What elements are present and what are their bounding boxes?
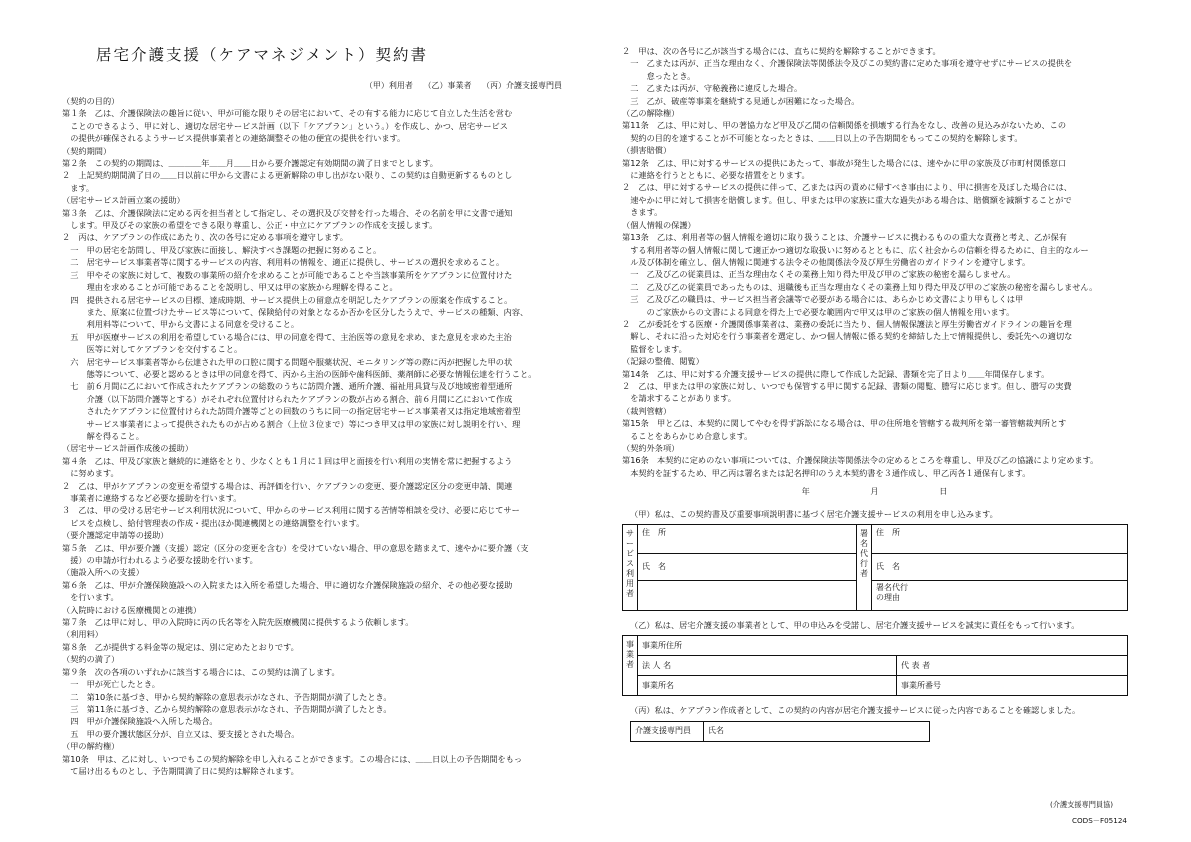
care-manager-label: 介護支援専門員 [631, 721, 704, 741]
left-line: に努めます。 [62, 468, 119, 479]
right-line: 怠ったとき。 [622, 70, 696, 81]
left-line: 七 前６月間に乙において作成されたケアプランの総数のうちに訪問介護、通所介護、福祉用具貸与及び地域密着型通所 [62, 381, 513, 392]
date-month: 月 [870, 486, 880, 497]
left-line: て届け出るものとし、予告期間満了日に契約は解除されます。 [62, 765, 299, 776]
left-line: ２ 上記契約期間満了日の＿＿日以前に甲から文書による更新解除の申し出がない限り、この契約は自動更新するものとし [62, 170, 513, 181]
proxy-name-field[interactable] [872, 554, 1128, 581]
left-line: 二 居宅サービス事業者等に関するサービスの内容、利用料の情報を、適正に提供し、サービスの選択を求めること。 [62, 257, 505, 268]
left-line: 四 提供される居宅サービスの目標、達成時期、サービス提供上の留意点を明記したケアプランの原案を作成すること。 [62, 294, 513, 305]
care-manager-name-label: 氏名 [708, 726, 724, 736]
left-line: （要介護認定申請等の援助） [62, 530, 169, 541]
left-line: ます。 [62, 182, 95, 193]
right-line: 契約の目的を達することが不可能となったときは、＿＿日以上の予告期間をもってこの契約を解除します。 [622, 132, 1023, 143]
left-line: します。甲及びその家族の希望をできる限り尊重し、公正・中立にケアプランの作成を支援します。 [62, 220, 438, 231]
left-line: 三 第11条に基づき、乙から契約解除の意思表示がなされ、予告期間が満了したとき。 [62, 703, 392, 714]
right-line: きます。 [622, 207, 663, 218]
left-line: ３ 乙は、甲の受ける居宅サービス利用状況について、甲からのサービス利用に関する苦情等相談を受け、必要に応じてサー [62, 505, 520, 516]
corp-name-label: 法 人 名 [642, 660, 672, 670]
left-line: （契約の満了） [62, 654, 120, 665]
right-column [622, 45, 1128, 742]
publisher-label: (介護支援専門員協) [1050, 800, 1114, 809]
left-line: 五 甲の要介護状態区分が、自立又は、要支援とされた場合。 [62, 728, 300, 739]
left-line: （施設入所への支援） [62, 567, 144, 578]
right-line: 本契約を証するため、甲乙丙は署名または記名押印のうえ本契約書を３通作成し、甲乙丙各１通保有します。 [622, 467, 1031, 478]
left-line: 解を得ること。 [62, 430, 144, 441]
user-blank-cell [638, 581, 857, 611]
office-number-field[interactable] [897, 676, 1128, 696]
kou-statement: （甲）私は、この契約書及び重要事項説明書に基づく居宅介護支援サービスの利用を申し込みます。 [630, 508, 998, 519]
left-line: また、原案に位置づけたサービス等について、保険給付の対象となるか否かを区分したうえで、サービスの種類、内容、 [62, 306, 529, 317]
right-line: 三 乙が、破産等事業を継続する見通しが困難になった場合。 [622, 95, 860, 106]
right-line: （個人情報の保護） [622, 219, 696, 230]
left-line: 三 甲やその家族に対して、複数の事業所の紹介を求めることが可能であることや当該事業所をケアプランに位置付けた [62, 269, 513, 280]
left-line: 第10条 甲は、乙に対し、いつでもこの契約解除を申し入れることができます。この場合には、＿＿日以上の予告期間をもっ [62, 753, 523, 764]
page-title: 居宅介護支援（ケアマネジメント）契約書 [95, 46, 429, 64]
office-name-field[interactable] [638, 676, 897, 696]
left-line: 五 甲が医療サービスの利用を希望している場合には、甲の同意を得て、主治医等の意見を求め、また意見を求めた主治 [62, 331, 512, 342]
party-otsu: （乙）事業者 [423, 81, 472, 90]
business-label: 事業者 [623, 636, 638, 696]
user-signature-table [622, 524, 1128, 611]
left-line: 援）の申請が行われるよう必要な援助を行います。 [62, 555, 258, 566]
left-line: の提供が確保されるようサービス提供事業者との連絡調整その他の便宜の提供を行います。 [62, 133, 406, 144]
right-line: 一 乙または丙が、正当な理由なく、介護保険法等関係法令及びこの契約書に定めた事項を遵守せずにサービスの提供を [622, 58, 1073, 69]
care-manager-table [630, 721, 930, 742]
form-code: CODS－F05124 [1072, 816, 1127, 825]
right-line: 三 乙及び乙の職員は、サービス担当者会議等で必要がある場合には、あらかじめ文書により甲もしくは甲 [622, 294, 1024, 305]
left-line: 医等に対してケアプランを交付すること。 [62, 344, 243, 355]
left-column [62, 95, 567, 777]
left-line: ２ 乙は、甲がケアプランの変更を希望する場合は、再評価を行い、ケアプランの変更、要介護認定区分の変更申請、関連 [62, 480, 513, 491]
left-line: 事業者に連絡するなど必要な援助を行います。 [62, 493, 242, 503]
right-line: 第15条 甲と乙は、本契約に関してやむを得ず訴訟になる場合は、甲の住所地を管轄する裁判所を第一審管轄裁判所とす [622, 418, 1067, 429]
party-kou: （甲）利用者 [364, 81, 413, 90]
left-line: 第５条 乙は、甲が要介護（支援）認定（区分の変更を含む）を受けていない場合、甲の意思を踏まえて、速やかに要介護（支 [62, 542, 529, 553]
right-line: ２ 甲は、次の各号に乙が該当する場合には、直ちに契約を解除することができます。 [622, 46, 941, 56]
right-line: する利用者等の個人情報に関して適正かつ適切な取扱いに努めるとともに、広く社会からの信頼を得るために、自主的なルー [622, 244, 1089, 255]
left-line: 一 甲が死亡したとき。 [62, 679, 160, 690]
right-line: のご家族からの文書による同意を得た上で必要な範囲内で甲又は甲のご家族の個人情報を用います。 [622, 306, 1015, 317]
left-line: （居宅サービス計画立案の援助） [62, 195, 185, 206]
left-line: 二 第10条に基づき、甲から契約解除の意思表示がなされ、予告期間が満了したとき。 [62, 691, 392, 702]
office-name-label: 事業所名 [642, 680, 674, 690]
office-address-label: 事業所住所 [642, 640, 682, 650]
user-name-field[interactable] [638, 554, 857, 581]
right-line: （契約外条項） [622, 443, 680, 453]
user-label: サービス利用者 [623, 525, 638, 611]
right-line: を請求することがあります。 [622, 393, 736, 404]
user-address-label: 住 所 [642, 528, 666, 538]
left-line: 利用料等について、甲から文書による同意を受けること。 [62, 319, 300, 330]
right-line: 監督をします。 [622, 343, 687, 354]
contract-date [622, 485, 1128, 497]
right-line: 速やかに甲に対して損害を賠償します。但し、甲または甲の家族に重大な過失がある場合は、賠償額を減額することがで [622, 194, 1072, 205]
left-line: 第６条 乙は、甲が介護保険施設への入院または入所を希望した場合、甲に適切な介護保険施設の紹介、その他必要な援助 [62, 579, 513, 590]
left-line: 第１条 乙は、介護保険法の趣旨に従い、甲が可能な限りその居宅において、その有する能力に応じて自立した生活を営む [62, 108, 513, 119]
left-line: ことのできるよう、甲に対し、適切な居宅サービス計画（以下「ケアプラン」という。）を作成し、かつ、居宅サービス [62, 120, 508, 131]
left-line: を行います。 [62, 592, 119, 603]
left-line: されたケアプランに位置付けられた訪問介護等ごとの回数のうちに同一の指定居宅サービス事業者又は指定地域密着型 [62, 406, 521, 417]
right-line: 第14条 乙は、甲に対する介護支援サービスの提供に際して作成した記録、書類を完了日より＿＿年間保存します。 [622, 368, 1050, 379]
left-line: 第４条 乙は、甲及び家族と継続的に連絡をとり、少なくとも１月に１回は甲と面接を行い利用の実情を常に把握するよう [62, 455, 513, 466]
right-line: 解し、それに沿った対応を行う事業者を選定し、かつ個人情報に係る契約を締結した上で情報提供し、委託先への適切な [622, 331, 1073, 342]
right-line: ２ 乙は、甲に対するサービスの提供に伴って、乙または丙の責めに帰すべき事由により、甲に損害を及ぼした場合には、 [622, 182, 1072, 193]
proxy-label: 署名代行者 [857, 525, 872, 611]
date-year: 年 [801, 486, 811, 497]
right-line: 一 乙及び乙の従業員は、正当な理由なくその業務上知り得た甲及び甲のご家族の秘密を漏らしません。 [622, 269, 1016, 280]
left-line: （契約期間） [62, 145, 112, 156]
date-day: 日 [939, 486, 949, 497]
right-line: （損害賠償） [622, 145, 672, 156]
left-line: サービス事業者によって提供されたものが占める割合（上位３位まで）等につき甲又は甲の家族に対し説明を行い、理 [62, 418, 521, 429]
left-line: 第３条 乙は、介護保険法に定める丙を担当者として指定し、その選択及び交替を行った場合、その名前を甲に文書で通知 [62, 207, 513, 218]
left-line: ２ 丙は、ケアプランの作成にあたり、次の各号に定める事項を遵守します。 [62, 232, 348, 243]
left-line: 六 居宅サービス事業者等から伝達された甲の口腔に関する問題や服薬状況、モニタリング等の際に丙が把握した甲の状 [62, 356, 513, 367]
right-line: 第11条 乙は、甲に対し、甲の著協力など甲及び乙間の信頼関係を損壊する行為をなし、改善の見込みがないため、この [622, 120, 1067, 131]
proxy-address-label: 住 所 [876, 528, 900, 538]
right-line: （記録の整備、閲覧） [622, 356, 704, 367]
party-hei: （丙）介護支援専門員 [482, 81, 562, 90]
representative-field[interactable] [897, 656, 1128, 676]
left-line: ビスを点検し、給付管理表の作成・提出ほか関連機関との連絡調整を行います。 [62, 517, 365, 528]
left-line: 介護（以下訪問介護等とする）がそれぞれ位置付けられたケアプランの数が占める割合、前６月間に乙において作成 [62, 393, 513, 404]
proxy-name-label: 氏 名 [876, 561, 900, 571]
otsu-statement: （乙）私は、居宅介護支援の事業者として、甲の申込みを受諾し、居宅介護支援サービスを誠実に責任をもって行います。 [630, 620, 1080, 631]
left-line: 第２条 この契約の期間は、＿＿＿＿年＿＿月＿＿日から要介護認定有効期間の満了日までとします。 [62, 158, 438, 169]
right-line: 第12条 乙は、甲に対するサービスの提供にあたって、事故が発生した場合には、速やかに甲の家族及び市町村関係窓口 [622, 157, 1067, 168]
user-address-field[interactable] [638, 525, 857, 554]
left-line: （入院時における医療機関との連携） [62, 604, 202, 615]
user-name-label: 氏 名 [642, 561, 666, 571]
right-line: 第13条 乙は、利用者等の個人情報を適切に取り扱うことは、介護サービスに携わるものの重大な責務と考え、乙が保有 [622, 232, 1067, 243]
proxy-reason-label: 署名代行 の理由 [876, 583, 908, 603]
office-number-label: 事業所番号 [901, 680, 941, 690]
right-line: に連絡を行うとともに、必要な措置をとります。 [622, 170, 810, 181]
left-line: 一 甲の居宅を訪問し、甲及び家族に面接し、解決すべき課題の把握に努めること。 [62, 244, 382, 255]
right-line: ル及び体制を確立し、個人情報に関連する法令その他関係法令及び厚生労働省のガイドラインを遵守します。 [622, 256, 1031, 267]
left-line: 理由を求めることが可能であることを説明し、甲又は甲の家族から理解を得ること。 [62, 282, 398, 293]
care-manager-name-field[interactable] [704, 721, 930, 741]
proxy-reason-field[interactable] [872, 581, 1128, 611]
corp-name-field[interactable] [638, 656, 897, 676]
right-clauses [622, 45, 1128, 479]
left-line: （契約の目的） [62, 96, 120, 106]
right-line: （裁判管轄） [622, 405, 672, 416]
left-line: 態等について、必要と認めるときは甲の同意を得て、丙から主治の医師や歯科医師、薬剤師に必要な情報伝達を行うこと。 [62, 368, 537, 379]
business-signature-table [622, 635, 1128, 696]
right-line: ２ 乙が委託をする医療・介護関係事業者は、業務の委託に当たり、個人情報保護法と厚生労働省ガイドラインの趣旨を理 [622, 318, 1072, 329]
left-line: 第７条 乙は甲に対し、甲の入院時に丙の氏名等を入院先医療機関に提供するよう依頼します。 [62, 617, 414, 628]
office-address-field[interactable] [638, 636, 1128, 656]
right-line: 二 乙及び乙の従業員であったものは、退職後も正当な理由なくその業務上知り得た甲及び甲のご家族の秘密を漏らしません。 [622, 281, 1098, 292]
right-line: 第16条 本契約に定めのない事項については、介護保険法等関係法令の定めるところを尊重し、甲及び乙の協議により定めます。 [622, 455, 1099, 466]
left-line: （居宅サービス計画作成後の援助） [62, 443, 194, 454]
right-line: ることをあらかじめ合意します。 [622, 430, 753, 441]
right-line: 二 乙または丙が、守秘義務に違反した場合。 [622, 83, 803, 94]
right-line: ２ 乙は、甲または甲の家族に対し、いつでも保管する甲に関する記録、書類の閲覧、謄写に応じます。但し、謄写の実費 [622, 380, 1072, 391]
hei-statement: （丙）私は、ケアプラン作成者として、この契約の内容が居宅介護支援サービスに従った内容であることを確認しました。 [630, 705, 1081, 716]
left-line: 第８条 乙が提供する料金等の規定は、別に定めたとおりです。 [62, 641, 299, 652]
right-line: （乙の解除権） [622, 108, 680, 119]
left-line: （甲の解約権） [62, 741, 120, 752]
left-line: （利用料） [62, 629, 103, 640]
left-line: 第９条 次の各項のいずれかに該当する場合には、この契約は満了します。 [62, 666, 340, 677]
representative-label: 代 表 者 [901, 660, 931, 670]
left-line: 四 甲が介護保険施設へ入所した場合。 [62, 716, 218, 727]
proxy-address-field[interactable] [872, 525, 1128, 554]
parties-line [330, 80, 562, 92]
